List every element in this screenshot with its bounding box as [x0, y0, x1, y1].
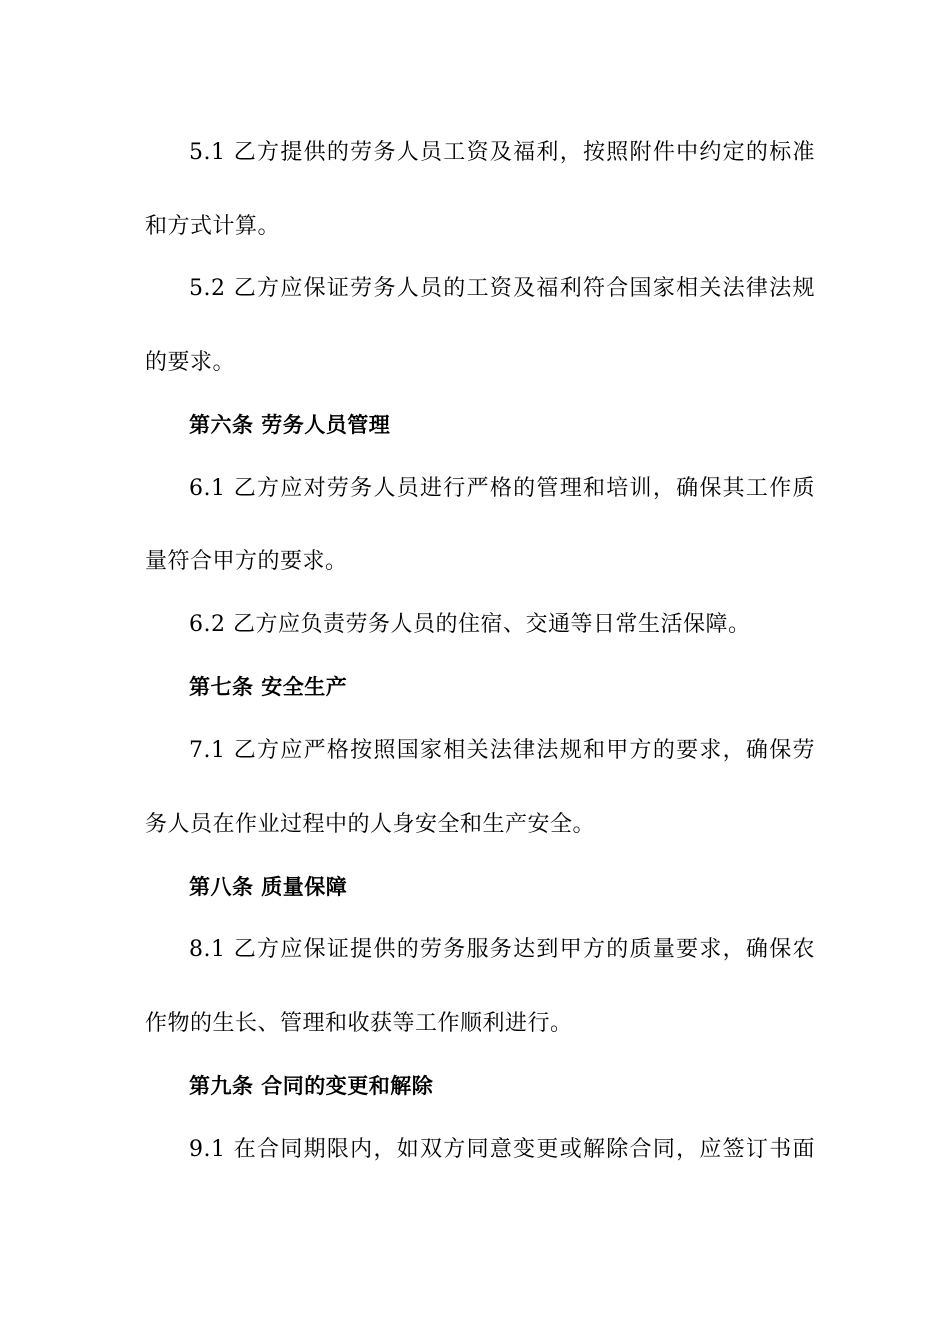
paragraph-6-1-line-1: 6.1 乙方应对劳务人员进行严格的管理和培训，确保其工作质 — [189, 476, 815, 501]
paragraph-6-2: 6.2 乙方应负责劳务人员的住宿、交通等日常生活保障。 — [189, 612, 751, 637]
paragraph-5-1-line-2: 和方式计算。 — [145, 214, 281, 239]
article-7-heading: 第七条 安全生产 — [189, 675, 348, 699]
paragraph-5-1-line-1: 5.1 乙方提供的劳务人员工资及福利，按照附件中约定的标准 — [189, 140, 815, 165]
article-9-heading: 第九条 合同的变更和解除 — [189, 1074, 434, 1098]
paragraph-8-1-line-1: 8.1 乙方应保证提供的劳务服务达到甲方的质量要求，确保农 — [189, 937, 815, 962]
paragraph-7-1-line-2: 务人员在作业过程中的人身安全和生产安全。 — [145, 812, 596, 837]
article-6-heading: 第六条 劳务人员管理 — [189, 413, 391, 437]
paragraph-5-2-line-2: 的要求。 — [145, 350, 236, 375]
paragraph-7-1-line-1: 7.1 乙方应严格按照国家相关法律法规和甲方的要求，确保劳 — [189, 738, 815, 763]
paragraph-5-2-line-1: 5.2 乙方应保证劳务人员的工资及福利符合国家相关法律法规 — [189, 276, 815, 301]
paragraph-8-1-line-2: 作物的生长、管理和收获等工作顺利进行。 — [145, 1011, 573, 1036]
paragraph-6-1-line-2: 量符合甲方的要求。 — [145, 549, 348, 574]
article-8-heading: 第八条 质量保障 — [189, 875, 348, 899]
paragraph-9-1-line-1: 9.1 在合同期限内，如双方同意变更或解除合同，应签订书面 — [189, 1137, 815, 1162]
